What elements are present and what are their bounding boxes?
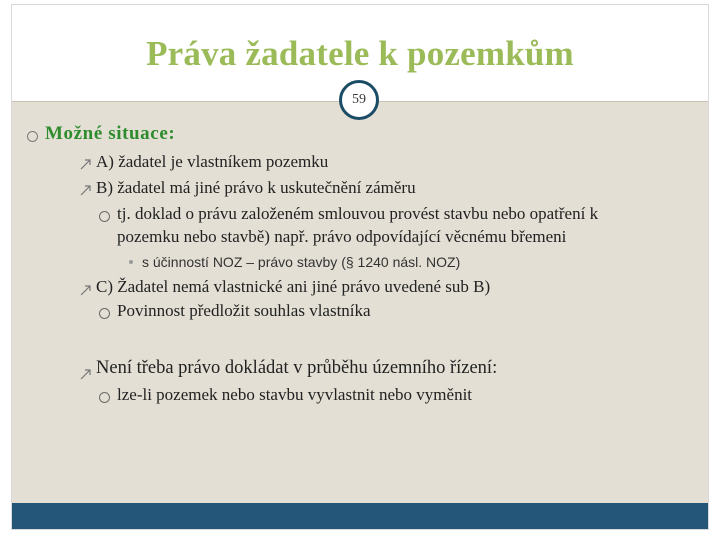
list-item-c-sub: Povinnost předložit souhlas vlastníka [117, 301, 371, 320]
list-item-a: A) žadatel je vlastníkem pozemku [96, 152, 329, 171]
arrow-bullet-icon [80, 184, 92, 196]
footer-bar [12, 503, 708, 529]
page-number: 59 [352, 92, 366, 107]
list-item-c: C) Žadatel nemá vlastnické ani jiné právo uvedené sub B) [96, 277, 491, 296]
arrow-bullet-icon [80, 158, 92, 170]
hollow-circle-bullet-icon [99, 211, 110, 222]
list-item-d: Není třeba právo dokládat v průběhu územního řízení: [96, 358, 498, 378]
hollow-circle-bullet-icon [27, 131, 38, 142]
arrow-bullet-icon [80, 368, 92, 380]
arrow-bullet-icon [80, 284, 92, 296]
hollow-circle-bullet-icon [99, 308, 110, 319]
list-item-b-sub-line2: pozemku nebo stavbě) např. právo odpovídající věcnému břemeni [117, 227, 567, 246]
list-item-b: B) žadatel má jiné právo k uskutečnění záměru [96, 178, 416, 197]
section-heading: Možné situace: [45, 123, 176, 144]
slide-title: Práva žadatele k pozemkům [146, 34, 574, 73]
list-item-d-sub: lze-li pozemek nebo stavbu vyvlastnit nebo vyměnit [117, 385, 473, 404]
hollow-circle-bullet-icon [99, 392, 110, 403]
list-item-b-sub-line1: tj. doklad o právu založeném smlouvou provést stavbu nebo opatření k [117, 204, 599, 223]
page-number-badge [339, 80, 379, 120]
list-item-b-sub-sub: s účinností NOZ – právo stavby (§ 1240 násl. NOZ) [142, 254, 461, 270]
dot-bullet-icon [129, 260, 133, 264]
